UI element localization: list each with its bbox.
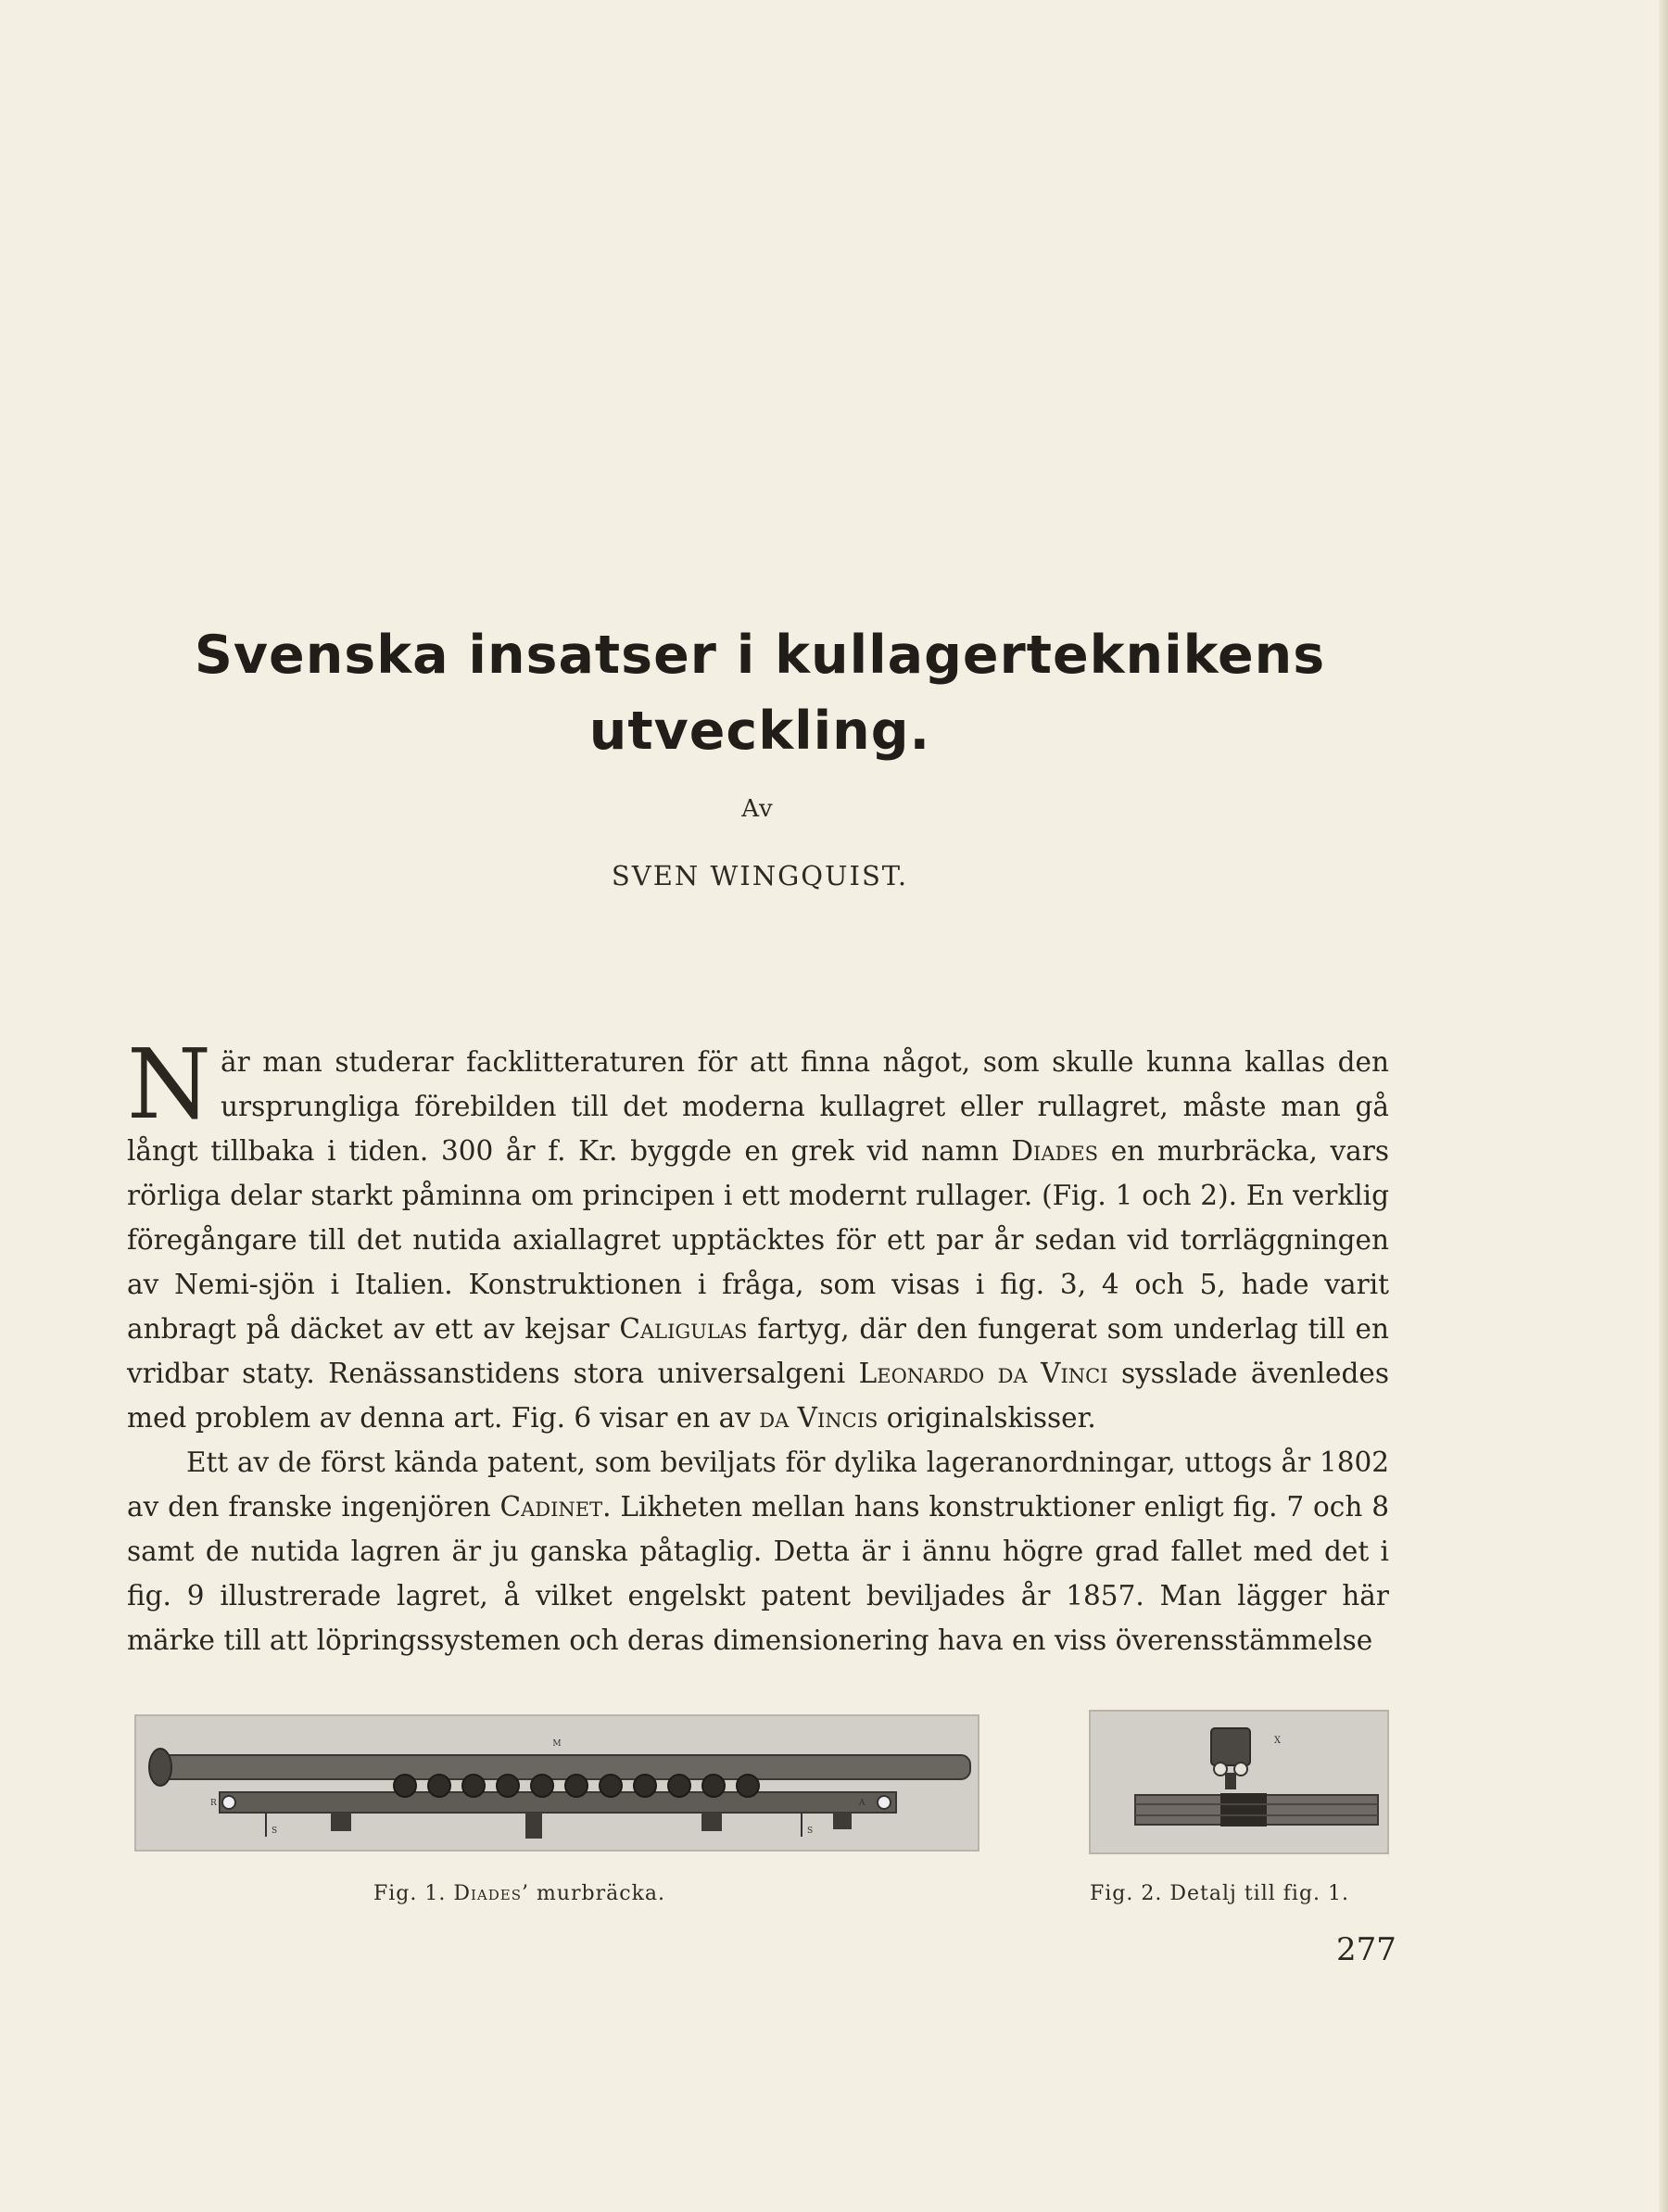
name-diades: Diades	[1011, 1135, 1099, 1167]
name-da-vincis: da Vincis	[759, 1402, 878, 1434]
text-run: . Likheten mellan hans konstruktioner enligt fig. 7 och 8 samt de nutida lagren är ju ganska påtaglig. Detta är i ännu högre grad fallet med det i fig. 9 illustrerade lagret, å vilket engelskt patent beviljades år 1857. Man lägger här märke till att löpringssystemen och deras dimensionering hava en viss överensstämmelse	[127, 1491, 1389, 1656]
text-run: en murbräcka, vars rörliga delar starkt påminna om principen i ett modernt rullager. (Fig. 1 och 2). En verklig föregångare till det nutida axiallagret upptäcktes för ett par år sedan vid torrläggningen av Nemi-sjön i Italien. Konstruktionen i fråga, som visas i fig. 3, 4 och 5, hade varit anbragt på däcket av ett av kejsar	[127, 1135, 1390, 1345]
text-run: är man studerar facklitteraturen för att finna något, som skulle kunna kallas den ursprungliga förebilden till det moderna kullagret eller rullagret, måste man gå långt tillbaka i tiden. 300 år f. Kr. byggde en grek vid namn	[127, 1046, 1389, 1167]
roller	[531, 1775, 553, 1797]
roller	[428, 1775, 450, 1797]
name-leonardo-da-vinci: Leonardo da Vinci	[858, 1358, 1108, 1389]
figure-2-detail-photo	[1089, 1710, 1389, 1854]
caption-name: Diades	[453, 1882, 523, 1905]
figure-2-illustration	[1091, 1712, 1387, 1852]
paragraph-1	[127, 1028, 1390, 1440]
drop-cap: N	[127, 1028, 211, 1141]
roller	[737, 1775, 759, 1797]
roller	[634, 1775, 656, 1797]
text-run: fartyg, där den fungerat som underlag till en vridbar staty. Renässanstidens stora universalgeni	[127, 1313, 1389, 1389]
roller	[565, 1775, 588, 1797]
article-title	[139, 617, 1381, 769]
figure-2-caption: Fig. 2. Detalj till fig. 1.	[1090, 1882, 1349, 1905]
paragraph-2	[127, 1440, 1389, 1662]
figure-1-battering-ram-photo	[134, 1714, 979, 1852]
title-line-2: utveckling.	[588, 701, 931, 763]
label-x: X	[1274, 1736, 1282, 1746]
label-m: M	[552, 1739, 562, 1749]
roller	[462, 1775, 485, 1797]
name-caligulas: Caligulas	[619, 1313, 748, 1345]
name-cadinet: Cadinet	[499, 1491, 603, 1523]
figure-1-caption	[373, 1882, 665, 1905]
byline: Av	[741, 795, 774, 823]
article-body	[127, 1028, 1390, 1662]
roller	[600, 1775, 622, 1797]
figure-1-illustration	[136, 1716, 978, 1850]
roller	[702, 1775, 725, 1797]
caption-prefix: Fig. 1.	[373, 1882, 454, 1905]
page-number: 277	[1336, 1931, 1396, 1968]
text-run: sysslade ävenledes med problem av denna art. Fig. 6 visar en av	[127, 1358, 1389, 1434]
title-line-1: Svenska insatser i kullagerteknikens	[194, 625, 1326, 687]
label-r: R	[210, 1799, 217, 1808]
text-run: Ett av de först kända patent, som beviljats för dylika lageranordningar, uttogs år 1802 av den franske ingenjören	[127, 1447, 1389, 1523]
caption-suffix: ’ murbräcka.	[522, 1882, 666, 1905]
label-s-right: S	[807, 1826, 814, 1836]
text-run: originalskisser.	[878, 1402, 1096, 1434]
roller	[668, 1775, 690, 1797]
roller	[394, 1775, 416, 1797]
page-edge	[1659, 0, 1668, 2212]
author-name: SVEN WINGQUIST.	[611, 860, 909, 891]
label-a: A	[859, 1799, 866, 1808]
label-s-left: S	[272, 1826, 278, 1836]
roller	[497, 1775, 519, 1797]
